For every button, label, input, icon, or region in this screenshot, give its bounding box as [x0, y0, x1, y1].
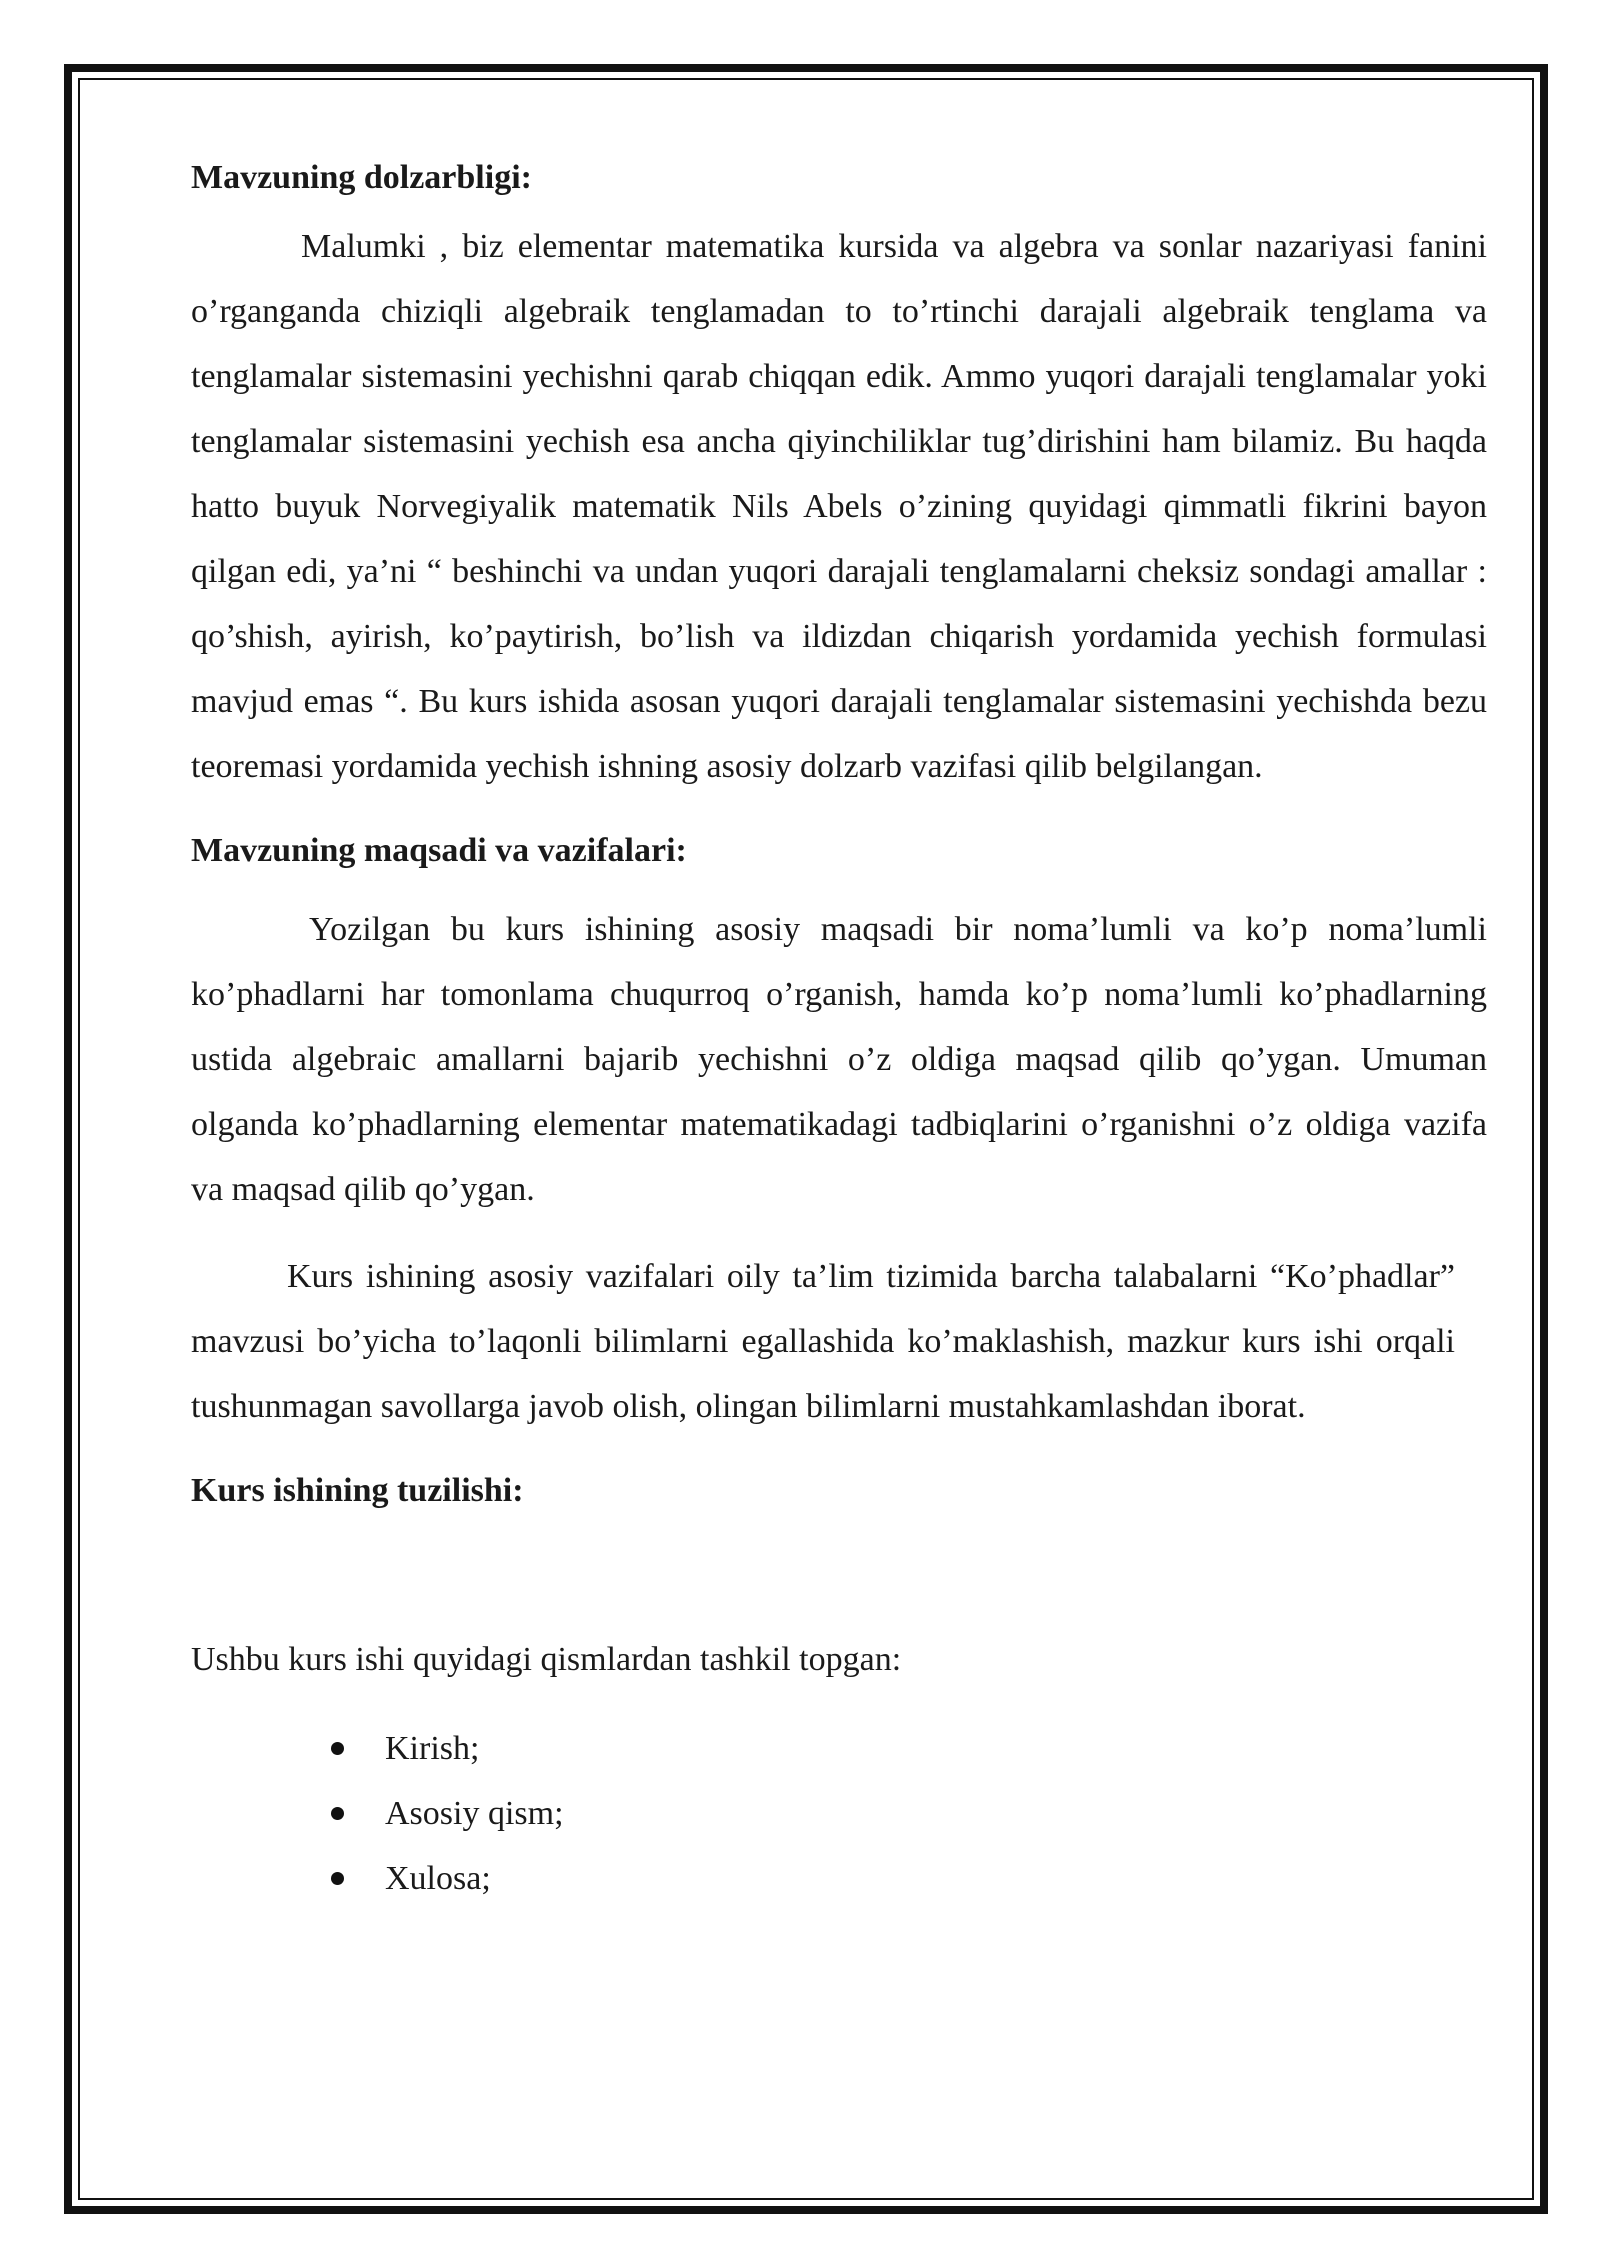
document-content: [191, 148, 1487, 1911]
tasks-paragraph: Kurs ishining asosiy vazifalari oily ta’lim tizimida barcha talabalarni “Ko’phadlar” mavzusi bo’yicha to’laqonli bilimlarni egallashida ko’maklashish, mazkur kurs ishi orqali tushunmagan savollarga javob olish, olingan bilimlarni mustahkamlashdan iborat.: [191, 1258, 1455, 1425]
list-item: [331, 1781, 1487, 1846]
structure-list: [191, 1716, 1487, 1911]
bullet-icon: [331, 1872, 344, 1885]
section-title-goals: Mavzuning maqsadi va vazifalari:: [191, 832, 687, 869]
list-item: [331, 1846, 1487, 1911]
list-item: [331, 1716, 1487, 1781]
list-item-label: Kirish;: [385, 1730, 480, 1767]
relevance-paragraph: Malumki , biz elementar matematika kursida va algebra va sonlar nazariyasi fanini o’rganganda chiziqli algebraik tenglamadan to to’rtinchi darajali algebraik tenglama va tenglamalar sistemasini yechishni qarab chiqqan edik. Ammo yuqori darajali tenglamalar yoki tenglamalar sistemasini yechish esa ancha qiyinchiliklar tug’dirishini ham bilamiz. Bu haqda hatto buyuk Norvegiyalik matematik Nils Abels o’zining quyidagi qimmatli fikrini bayon qilgan edi, ya’ni “ beshinchi va undan yuqori darajali tenglamalarni cheksiz sondagi amallar : qo’shish, ayirish, ko’paytirish, bo’lish va ildizdan chiqarish yordamida yechish formulasi mavjud emas “. Bu kurs ishida asosan yuqori darajali tenglamalar sistemasini yechishda bezu teoremasi yordamida yechish ishning asosiy dolzarb vazifasi qilib belgilangan.: [191, 228, 1487, 785]
section-title-structure: Kurs ishining tuzilishi:: [191, 1472, 524, 1509]
section-title-relevance: Mavzuning dolzarbligi:: [191, 159, 532, 196]
bullet-icon: [331, 1807, 344, 1820]
goals-paragraph: Yozilgan bu kurs ishining asosiy maqsadi bir noma’lumli va ko’p noma’lumli ko’phadlarni har tomonlama chuqurroq o’rganish, hamda ko’p noma’lumli ko’phadlarning ustida algebraic amallarni bajarib yechishni o’z oldiga maqsad qilib qo’ygan. Umuman olganda ko’phadlarning elementar matematikadagi tadbiqlarini o’rganishni o’z oldiga vazifa va maqsad qilib qo’ygan.: [191, 911, 1487, 1208]
bullet-icon: [331, 1742, 344, 1755]
structure-intro: Ushbu kurs ishi quyidagi qismlardan tashkil topgan:: [191, 1641, 902, 1678]
list-item-label: Xulosa;: [385, 1860, 491, 1897]
list-item-label: Asosiy qism;: [385, 1795, 564, 1832]
